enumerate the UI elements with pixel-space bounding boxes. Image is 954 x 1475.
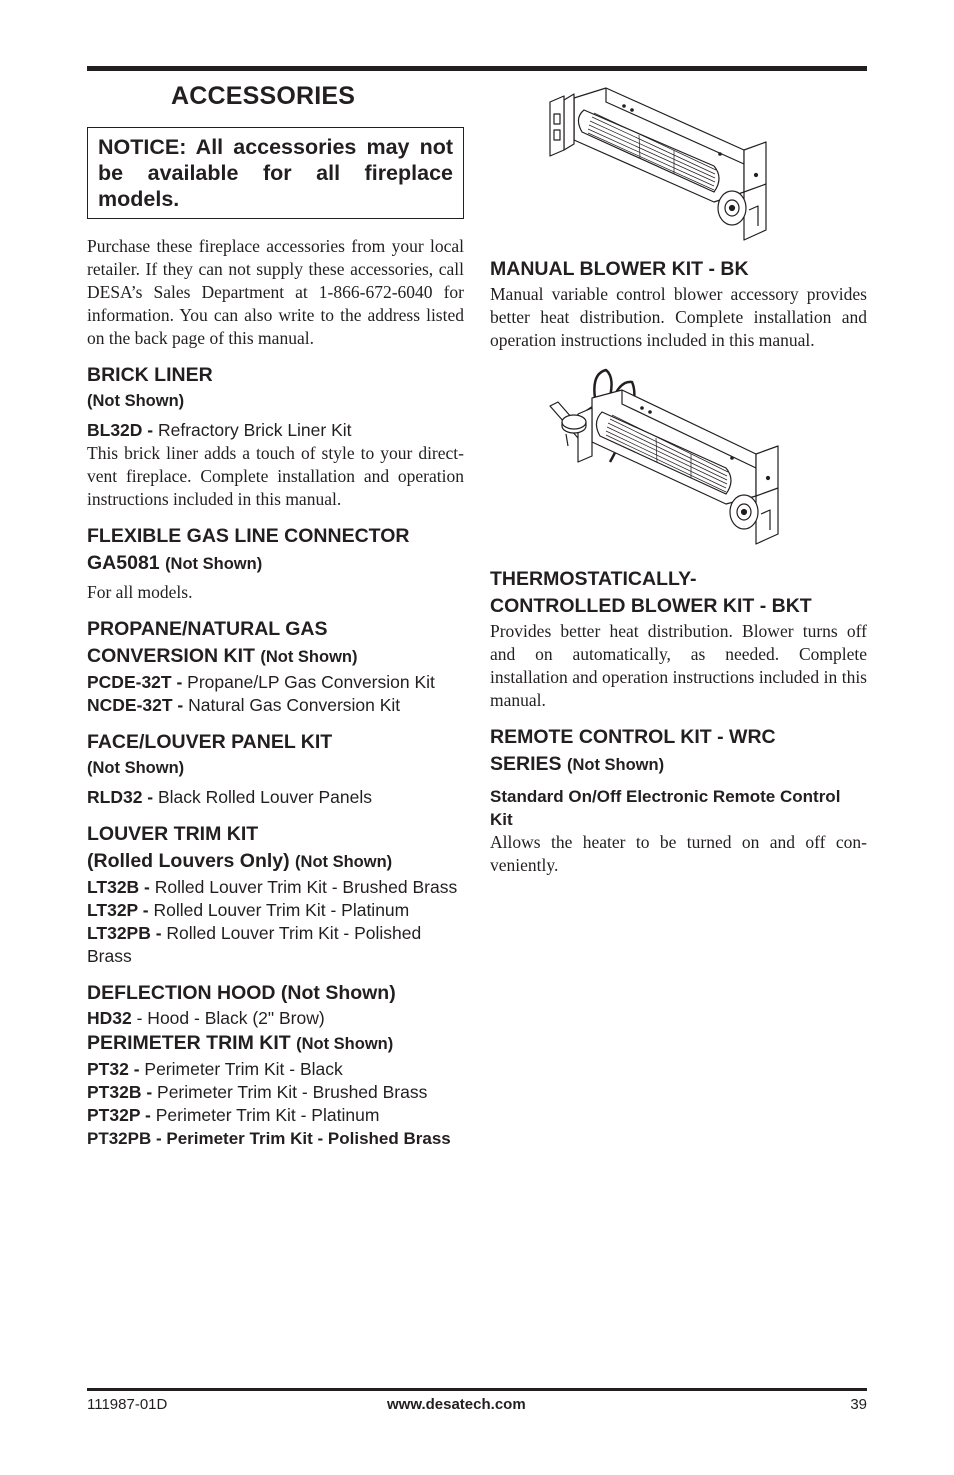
thermo-blower-heading-2: CONTROLLED BLOWER KIT - BKT: [490, 595, 812, 617]
face-louver-item: [87, 786, 464, 809]
perimeter-item-2-code: PT32P -: [87, 1105, 151, 1125]
website-link[interactable]: www.desatech.com: [387, 1396, 526, 1413]
intro-paragraph: Purchase these fireplace accessories from your local retailer. If they can not supply these accessories, call DESA’s Sales Department at 1-866-672-6040 for information. You can also write to the address listed on the back page of this manual.: [87, 236, 464, 348]
remote-body: Allows the heater to be turned on and off con-veniently.: [490, 832, 867, 875]
conversion-item-0-code: PCDE-32T -: [87, 672, 183, 692]
louver-trim-item-0: [87, 876, 464, 899]
bottom-rule: [87, 1388, 867, 1391]
louver-trim-item-2-desc: Rolled Louver Trim Kit - Polished Brass: [87, 923, 422, 966]
perimeter-item-2-desc: Perimeter Trim Kit - Platinum: [150, 1105, 380, 1125]
remote-heading-2: SERIES: [490, 753, 562, 775]
perimeter-heading: PERIMETER TRIM KIT: [87, 1032, 291, 1054]
perimeter-item-1-code: PT32B -: [87, 1082, 153, 1102]
deflection-code: HD32: [87, 1008, 132, 1028]
conversion-item-1: [87, 694, 464, 717]
brick-liner-heading: BRICK LINER: [87, 364, 213, 386]
manual-blower-heading: MANUAL BLOWER KIT - BK: [490, 258, 749, 280]
notice-box: NOTICE: All accessories may not be available for all fireplace models.: [87, 127, 464, 219]
deflection-desc: - Hood - Black (2" Brow): [131, 1008, 325, 1028]
conversion-item-1-code: NCDE-32T -: [87, 695, 184, 715]
face-louver-not-shown: (Not Shown): [87, 759, 185, 777]
manual-blower-body: Manual variable control blower accessory provides better heat distribution. Complete installation and operation instructions included in this manual.: [490, 284, 867, 350]
perimeter-item-0: [87, 1058, 464, 1081]
thermostatic-blower-illustration: [546, 364, 786, 554]
face-louver-heading: FACE/LOUVER PANEL KIT: [87, 731, 333, 753]
flex-gas-body: For all models.: [87, 582, 193, 602]
louver-trim-item-0-code: LT32B -: [87, 877, 150, 897]
page-number: 39: [850, 1396, 867, 1413]
conversion-heading-2: CONVERSION KIT: [87, 645, 255, 667]
conversion-heading-1: PROPANE/NATURAL GAS: [87, 618, 328, 640]
perimeter-item-0-desc: Perimeter Trim Kit - Black: [139, 1059, 343, 1079]
perimeter-item-1: [87, 1081, 464, 1104]
perimeter-item-0-code: PT32 -: [87, 1059, 140, 1079]
brick-liner-desc: Refractory Brick Liner Kit: [153, 420, 352, 440]
louver-trim-heading-2-line: [87, 848, 464, 876]
left-column: [87, 80, 464, 1150]
brick-liner-body: This brick liner adds a touch of style to your direct-vent fireplace. Complete installation and operation instructions included in this manual.: [87, 443, 464, 509]
doc-number: 111987-01D: [87, 1396, 168, 1413]
perimeter-item-3: PT32PB - Perimeter Trim Kit - Polished Brass: [87, 1129, 451, 1148]
thermo-blower-body: Provides better heat distribution. Blower turns off and on automatically, as needed. Complete installation and operation instructions included in this manual.: [490, 621, 867, 710]
louver-trim-heading-2: (Rolled Louvers Only): [87, 850, 290, 872]
deflection-heading: DEFLECTION HOOD (Not Shown): [87, 982, 396, 1004]
brick-liner-not-shown: (Not Shown): [87, 392, 185, 410]
louver-trim-not-shown: (Not Shown): [295, 853, 393, 871]
brick-liner-item: [87, 419, 464, 442]
brick-liner-code: BL32D -: [87, 420, 154, 440]
louver-trim-heading: LOUVER TRIM KIT: [87, 823, 259, 845]
louver-trim-item-2-code: LT32PB -: [87, 923, 162, 943]
louver-trim-item-1-desc: Rolled Louver Trim Kit - Platinum: [148, 900, 410, 920]
flex-gas-code: GA5081: [87, 552, 160, 574]
flex-gas-heading: FLEXIBLE GAS LINE CONNECTOR: [87, 525, 410, 547]
perimeter-heading-line: [87, 1030, 464, 1058]
flex-gas-code-line: [87, 550, 464, 578]
perimeter-not-shown: (Not Shown): [296, 1035, 394, 1053]
top-rule: [87, 66, 867, 71]
louver-trim-item-1-code: LT32P -: [87, 900, 149, 920]
remote-heading-1: REMOTE CONTROL KIT - WRC: [490, 726, 776, 748]
manual-blower-illustration: [544, 80, 784, 250]
perimeter-item-2: [87, 1104, 464, 1127]
deflection-item: [87, 1007, 464, 1030]
face-louver-desc: Black Rolled Louver Panels: [153, 787, 372, 807]
perimeter-item-1-desc: Perimeter Trim Kit - Brushed Brass: [152, 1082, 428, 1102]
conversion-item-1-desc: Natural Gas Conversion Kit: [183, 695, 401, 715]
louver-trim-item-2: [87, 922, 464, 968]
conversion-item-0-desc: Propane/LP Gas Conversion Kit: [182, 672, 435, 692]
louver-trim-item-1: [87, 899, 464, 922]
thermo-blower-heading-1: THERMOSTATICALLY-: [490, 568, 697, 590]
conversion-item-0: [87, 671, 464, 694]
flex-gas-not-shown: (Not Shown): [165, 555, 263, 573]
conversion-heading-2-line: [87, 643, 464, 671]
page-title: ACCESSORIES: [171, 82, 356, 110]
remote-not-shown: (Not Shown): [566, 756, 665, 774]
remote-subheading: Standard On/Off Electronic Remote Control Kit: [490, 787, 841, 829]
face-louver-code: RLD32 -: [87, 787, 154, 807]
louver-trim-item-0-desc: Rolled Louver Trim Kit - Brushed Brass: [149, 877, 458, 897]
conversion-not-shown: (Not Shown): [260, 648, 358, 666]
right-column: [490, 80, 867, 877]
remote-heading-2-line: [490, 751, 867, 779]
